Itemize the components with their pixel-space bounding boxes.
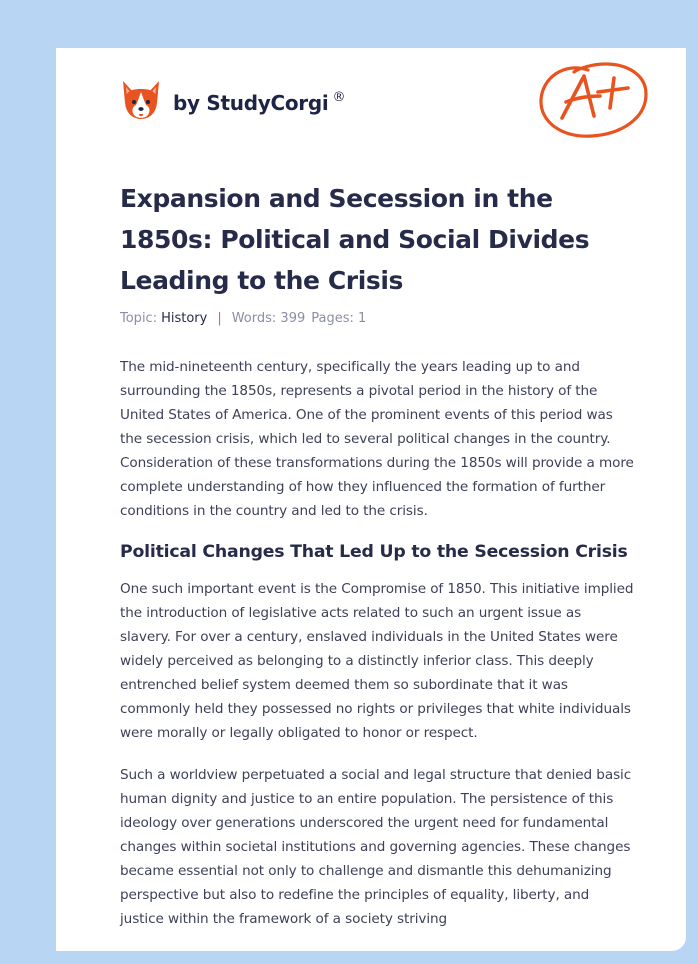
topic-label: Topic: bbox=[120, 311, 158, 326]
word-count: Words: 399 bbox=[231, 311, 306, 326]
article-title: Expansion and Secession in the 1850s: Political and Social Divides Leading to the Crisis bbox=[120, 184, 590, 295]
section-heading: Political Changes That Led Up to the Secession Crisis bbox=[120, 542, 628, 562]
brand-header[interactable] bbox=[120, 76, 345, 126]
topic-link[interactable]: History bbox=[161, 311, 208, 326]
meta-separator: | bbox=[217, 311, 222, 326]
a-plus-grade-icon bbox=[536, 56, 654, 142]
document-sheet bbox=[56, 48, 686, 951]
registered-mark: ® bbox=[332, 90, 346, 105]
article-meta bbox=[120, 311, 366, 326]
page-count: Pages: 1 bbox=[311, 311, 367, 326]
body-paragraph: One such important event is the Compromise of 1850. This initiative implied the introduction of legislative acts related to such an urgent issue as slavery. For over a century, enslaved individuals in the United States were widely perceived as belonging to a distinctly inferior class. This deeply entrenched belief system deemed them so subordinate that it was commonly held they possessed no rights or privileges that white individuals were morally or legally obligated to honor or respect. bbox=[120, 581, 634, 741]
intro-paragraph: The mid-nineteenth century, specifically the years leading up to and surrounding the 1850s, represents a pivotal period in the history of the United States of America. One of the prominent events of this period was the secession crisis, which led to several political changes in the country. Consideration of these transformations during the 1850s will provide a more complete understanding of how they influenced the formation of further conditions in the country and led to the crisis. bbox=[120, 359, 634, 519]
body-paragraph: Such a worldview perpetuated a social and legal structure that denied basic human dignity and justice to an entire population. The persistence of this ideology over generations underscored the urgent need for fundamental changes within societal institutions and governing agencies. These changes became essential not only to challenge and dismantle this dehumanizing perspective but also to redefine the principles of equality, liberty, and justice within the framework of a society striving bbox=[120, 767, 632, 927]
brand-name: by StudyCorgi ® bbox=[173, 90, 346, 115]
corgi-logo-icon bbox=[120, 79, 162, 123]
